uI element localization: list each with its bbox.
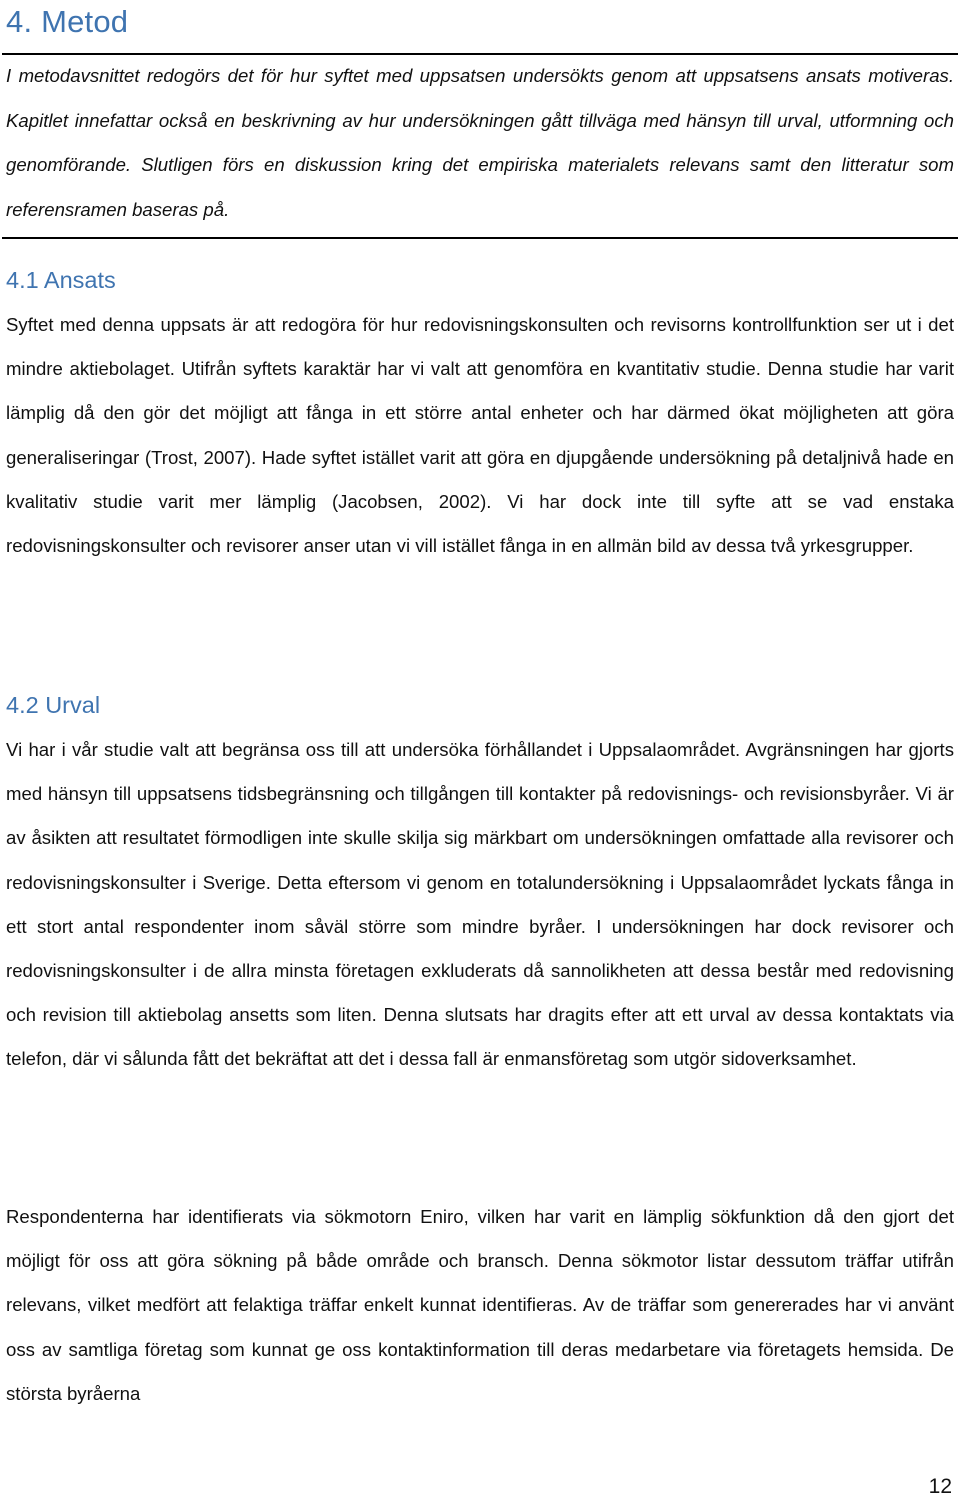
paragraph-urval-1: Vi har i vår studie valt att begränsa oss till att undersöka förhållandet i Uppsalaområdet. Avgränsningen har gjorts med hänsyn till uppsatsens tidsbegränsning och tillgången till kontakter på redovisnings- och revisionsbyråer. Vi är av åsikten att resultatet förmodligen inte skulle skilja sig märkbart om undersökningen omfattade alla revisorer och redovisningskonsulter i Sverige. Detta eftersom vi genom en totalundersökning i Uppsalaområdet lyckats fånga in ett stort antal respondenter inom såväl större som mindre byråer. I undersökningen har dock revisorer och redovisningskonsulter i de allra minsta företagen exkluderats då sannolikheten att dessa består med redovisning och revision till aktiebolag ansetts som liten. Denna slutsats har dragits efter att ett urval av dessa kontaktats via telefon, där vi sålunda fått det bekräftat att det i dessa fall är enmansföretag som utgör sidoverksamhet. (6, 739, 954, 1070)
paragraph-ansats: Syftet med denna uppsats är att redogöra för hur redovisningskonsulten och revisorns kontrollfunktion ser ut i det mindre aktiebolaget. Utifrån syftets karaktär har vi valt att genomföra en kvantitativ studie. Denna studie har varit lämplig då den gör det möjligt att fånga in ett större antal enheter och har därmed ökat möjligheten att göra generaliseringar (Trost, 2007). Hade syftet istället varit att göra en djupgående undersökning på detaljnivå hade en kvalitativ studie varit mer lämplig (Jacobsen, 2002). Vi har dock inte till syfte att se vad enstaka redovisningskonsulter och revisorer anser utan vi vill istället fånga in en allmän bild av dessa två yrkesgrupper. (6, 314, 954, 557)
intro-bottom-rule (2, 237, 958, 239)
page-number: 12 (928, 1475, 952, 1498)
section-title: 4. Metod (6, 4, 129, 39)
paragraph-urval-2: Respondenterna har identifierats via sökmotorn Eniro, vilken har varit en lämplig sökfunktion då den gjort det möjligt för oss att göra sökning på både område och bransch. Denna sökmotor listar dessutom träffar utifrån relevans, vilket medfört att felaktiga träffar enkelt kunnat identifieras. Av de träffar som genererades har vi använt oss av samtliga företag som kunnat ge oss kontaktinformation till deras medarbetare via företagets hemsida. De största byråerna (6, 1206, 954, 1404)
subsection-title-ansats: 4.1 Ansats (6, 267, 116, 293)
section-intro: I metodavsnittet redogörs det för hur syftet med uppsatsen undersökts genom att uppsatsens ansats motiveras. Kapitlet innefattar också en beskrivning av hur undersökningen gått tillväga med hänsyn till urval, utformning och genomförande. Slutligen förs en diskussion kring det empiriska materialets relevans samt den litteratur som referensramen baseras på. (6, 65, 954, 220)
subsection-title-urval: 4.2 Urval (6, 692, 101, 718)
